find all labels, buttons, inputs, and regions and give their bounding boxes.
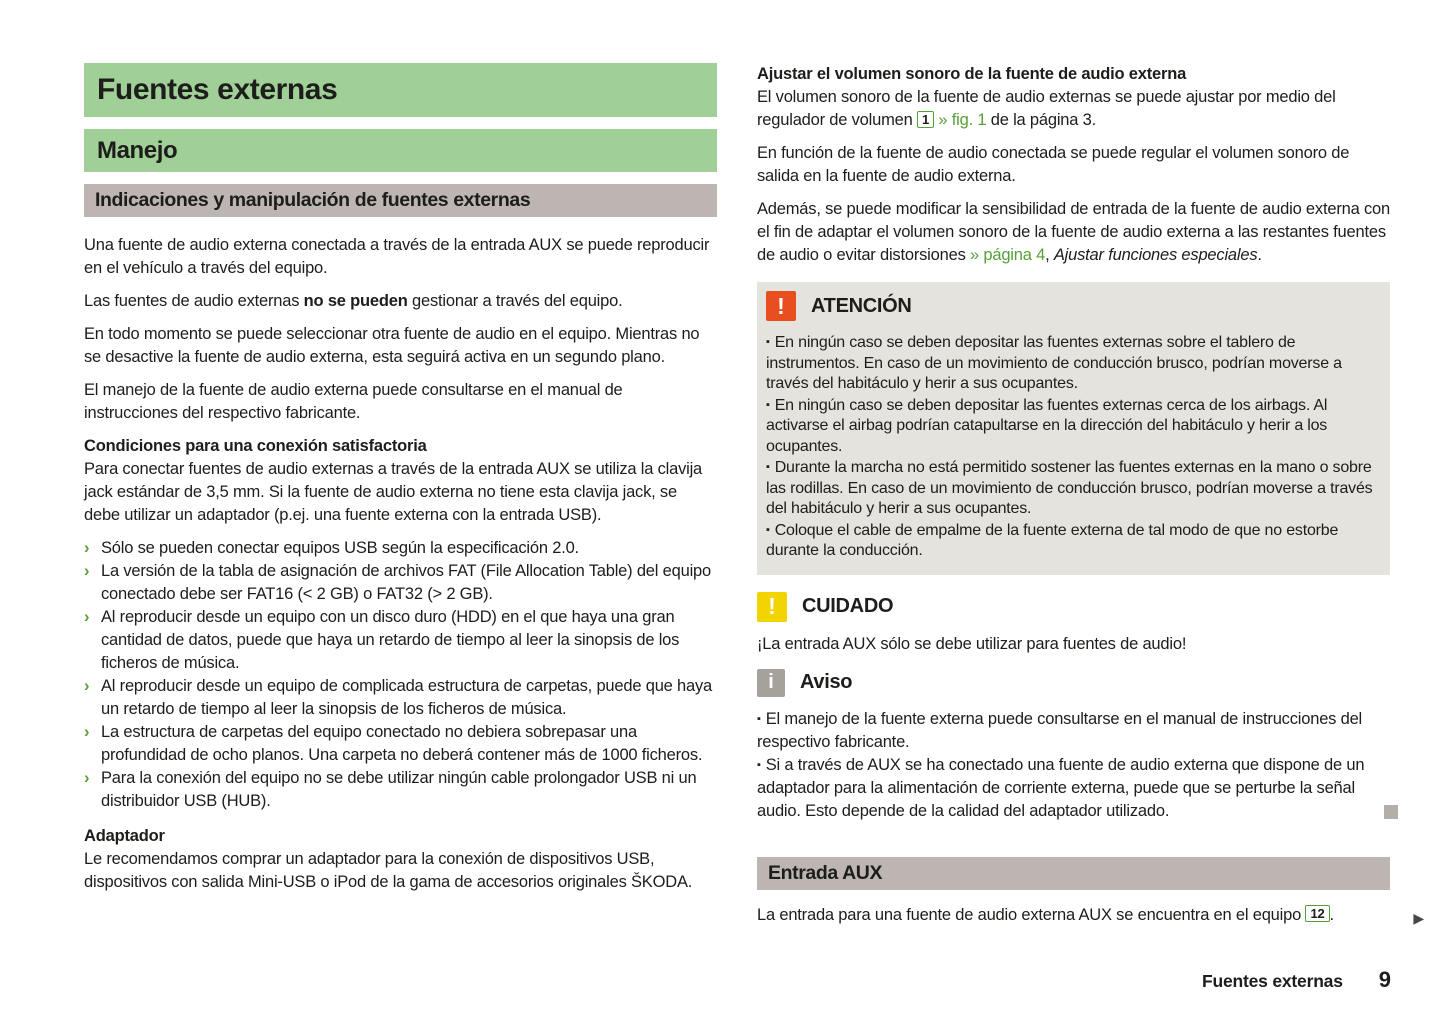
- warning-item: [766, 457, 1379, 520]
- warning-item: [766, 332, 1379, 395]
- chapter-header: [84, 63, 717, 117]
- arrow-bullet-icon: ›: [84, 608, 90, 626]
- run-in-heading: Adaptador: [84, 827, 165, 845]
- info-icon: i: [757, 669, 785, 697]
- text-run: .: [1329, 905, 1334, 924]
- arrow-bullet-icon: ›: [84, 677, 90, 695]
- note-item: [757, 708, 1390, 754]
- atencion-warning-box: [757, 282, 1390, 575]
- list-item: [84, 606, 717, 675]
- text-run: ,: [1045, 246, 1054, 264]
- list-item-text: Sólo se pueden conectar equipos USB según la especificación 2.0.: [101, 539, 579, 557]
- subsection-title: Indicaciones y manipulación de fuentes externas: [95, 189, 531, 211]
- paragraph: El manejo de la fuente de audio externa puede consultarse en el manual de instrucciones del respectivo fabricante.: [84, 381, 623, 422]
- list-item: [84, 675, 717, 721]
- figure-cross-reference-link[interactable]: » fig. 1: [938, 111, 987, 129]
- warning-item-text: Durante la marcha no está permitido sostener las fuentes externas en la mano o sobre las rodillas. En caso de un movimiento de conducción brusco, podrían moverse a través del habitáculo y herir a sus ocupantes.: [766, 459, 1373, 517]
- text-run: gestionar a través del equipo.: [407, 292, 623, 310]
- caution-title: CUIDADO: [802, 595, 894, 617]
- paragraph: En todo momento se puede seleccionar otra fuente de audio en el equipo. Mientras no se desactive la fuente de audio externa, esta seguirá activa en un segundo plano.: [84, 325, 700, 366]
- text-run: .: [1257, 246, 1262, 264]
- note-item: [757, 754, 1390, 823]
- bold-text-run: no se pueden: [303, 292, 408, 310]
- warning-item-text: En ningún caso se deben depositar las fuentes externas cerca de los airbags. Al activarse el airbag podrían catapultarse en la dirección del habitáculo y herir a los ocupantes.: [766, 396, 1328, 455]
- square-bullet-icon: ▪: [766, 336, 770, 348]
- square-bullet-icon: ▪: [757, 758, 761, 771]
- section-end-marker: [1384, 805, 1398, 819]
- square-bullet-icon: ▪: [766, 398, 770, 411]
- paragraph: Una fuente de audio externa conectada a través de la entrada AUX se puede reproducir en el vehículo a través del equipo.: [84, 236, 710, 277]
- arrow-bullet-icon: ›: [84, 723, 90, 741]
- paragraph: Para conectar fuentes de audio externas a través de la entrada AUX se utiliza la clavija jack estándar de 3,5 mm. Si la fuente de audio externa no tiene esta clavija jack, se debe utilizar un adaptador (p.ej. una fuente externa con la entrada USB).: [84, 460, 703, 524]
- caution-text: ¡La entrada AUX sólo se debe utilizar para fuentes de audio!: [757, 634, 1187, 653]
- list-item-text: Al reproducir desde un equipo de complicada estructura de carpetas, puede que haya un retardo de tiempo al leer la sinopsis de los ficheros de música.: [101, 677, 713, 718]
- paragraph: [757, 86, 1390, 132]
- condition-list: [84, 537, 717, 813]
- text-run: La entrada para una fuente de audio externa AUX se encuentra en el equipo: [757, 905, 1306, 924]
- run-in-heading: Ajustar el volumen sonoro de la fuente de audio externa: [757, 65, 1187, 83]
- paragraph: En función de la fuente de audio conectada se puede regular el volumen sonoro de salida en la fuente de audio externa.: [757, 144, 1350, 185]
- note-title: Aviso: [800, 671, 853, 693]
- warning-item: [766, 395, 1379, 458]
- list-item: [84, 767, 717, 813]
- chapter-title: Fuentes externas: [97, 73, 338, 106]
- note-title-row: [757, 669, 1390, 697]
- left-column: [84, 63, 717, 904]
- warning-title: ATENCIÓN: [811, 294, 912, 317]
- page-cross-reference-link[interactable]: » página 4: [970, 246, 1046, 264]
- entrada-aux-header: [757, 857, 1390, 890]
- text-run: de la página 3.: [986, 111, 1097, 129]
- list-item-text: La estructura de carpetas del equipo conectado no debiera sobrepasar una profundidad de ocho planos. Una carpeta no deberá contener más de 1000 ficheros.: [101, 723, 703, 764]
- note-body: [757, 708, 1390, 823]
- list-item: [84, 721, 717, 767]
- continuation-arrow-icon: ▶: [1413, 909, 1424, 926]
- entrada-aux-title: Entrada AUX: [768, 861, 883, 884]
- footer-section-title: Fuentes externas: [1202, 971, 1343, 991]
- right-column: [757, 63, 1424, 937]
- page-number: 9: [1378, 967, 1391, 992]
- warning-title-row: [766, 291, 1379, 321]
- square-bullet-icon: ▪: [766, 523, 770, 536]
- paragraph: Le recomendamos comprar un adaptador para la conexión de dispositivos USB, dispositivos con salida Mini-USB o iPod de la gama de accesorios originales ŠKODA.: [84, 850, 693, 891]
- equipment-callout-number: 12: [1305, 905, 1329, 922]
- paragraph: [84, 290, 717, 313]
- list-item: [84, 560, 717, 606]
- text-run: Las fuentes de audio externas: [84, 292, 304, 310]
- figure-callout-number: 1: [917, 111, 934, 128]
- arrow-bullet-icon: ›: [84, 539, 90, 557]
- caution-exclamation-icon: !: [757, 592, 787, 622]
- warning-item-text: Coloque el cable de empalme de la fuente externa de tal modo de que no estorbe durante la conducción.: [766, 521, 1339, 559]
- paragraph: [757, 904, 1424, 927]
- section-title: Manejo: [97, 136, 178, 164]
- text-run: Además, se puede modificar la sensibilidad de entrada de la fuente de audio externa con el fin de adaptar el volumen sonoro de la fuente de audio externa a las restantes fuentes de audio o evitar distorsiones: [757, 200, 1390, 264]
- page-footer: [1202, 967, 1391, 993]
- arrow-bullet-icon: ›: [84, 562, 90, 580]
- list-item-text: Al reproducir desde un equipo con un disco duro (HDD) en el que haya una gran cantidad de datos, puede que haya un retardo de tiempo al leer la sinopsis de los ficheros de música.: [101, 608, 680, 672]
- arrow-bullet-icon: ›: [84, 769, 90, 787]
- list-item-text: Para la conexión del equipo no se debe utilizar ningún cable prolongador USB ni un distribuidor USB (HUB).: [101, 769, 697, 810]
- list-item-text: La versión de la tabla de asignación de archivos FAT (File Allocation Table) del equipo conectado debe ser FAT16 (< 2 GB) o FAT32 (> 2 GB).: [101, 562, 711, 603]
- italic-text-run: Ajustar funciones especiales: [1053, 246, 1258, 264]
- warning-item: [766, 520, 1379, 562]
- square-bullet-icon: ▪: [757, 712, 761, 725]
- text-run: El volumen sonoro de la fuente de audio externas se puede ajustar por medio del regulador de volumen: [757, 88, 1336, 129]
- caution-title-row: [757, 592, 1390, 622]
- run-in-heading: Condiciones para una conexión satisfactoria: [84, 437, 427, 455]
- warning-item-text: En ningún caso se deben depositar las fuentes externas sobre el tablero de instrumentos. En caso de un movimiento de conducción brusco, podrían moverse a través del habitáculo y herir a sus ocupantes.: [766, 334, 1342, 392]
- note-item-text: El manejo de la fuente externa puede consultarse en el manual de instrucciones del respectivo fabricante.: [757, 709, 1363, 751]
- paragraph: [757, 198, 1390, 267]
- list-item: [84, 537, 717, 560]
- subsection-header: [84, 184, 717, 217]
- note-item-text: Si a través de AUX se ha conectado una fuente de audio externa que dispone de un adaptador para la alimentación de corriente externa, puede que se perturbe la señal audio. Esto depende de la calidad del adaptador utilizado.: [757, 755, 1365, 820]
- section-header: [84, 129, 717, 172]
- warning-exclamation-icon: !: [766, 291, 796, 321]
- square-bullet-icon: ▪: [766, 461, 770, 473]
